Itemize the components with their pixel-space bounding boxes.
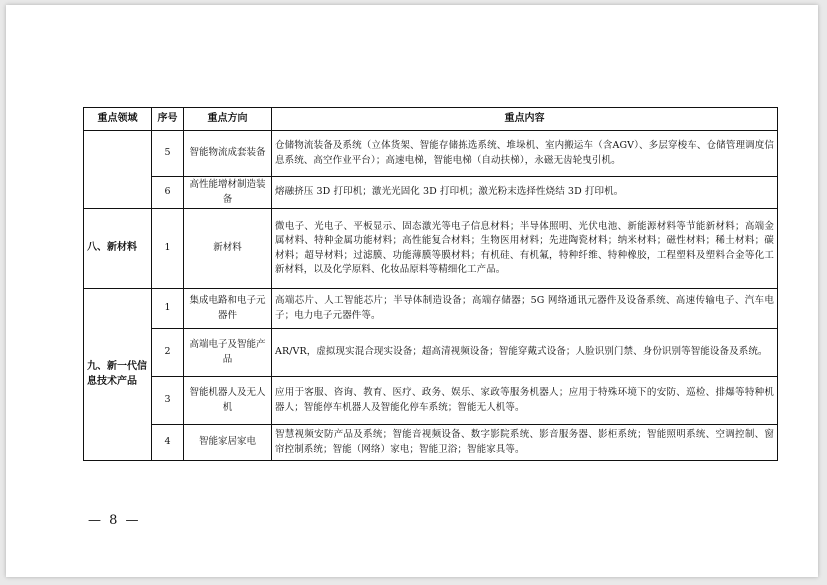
row-content: AR/VR，虚拟现实混合现实设备；超高清视频设备；智能穿戴式设备；人脸识别门禁、身份识别等智能设备及系统。: [272, 329, 778, 377]
row-direction: 新材料: [184, 209, 272, 289]
header-domain: 重点领域: [84, 108, 152, 131]
page-number: — 8 —: [88, 513, 141, 528]
row-direction: 智能物流成套装备: [184, 131, 272, 177]
row-number: 6: [152, 177, 184, 209]
row-number: 1: [152, 209, 184, 289]
document-page: [6, 5, 818, 577]
row-content: 熔融挤压 3D 打印机；激光光固化 3D 打印机；激光粉末选择性烧结 3D 打印机。: [272, 177, 778, 209]
table-row: [84, 329, 778, 377]
row-content: 应用于客服、咨询、教育、医疗、政务、娱乐、家政等服务机器人；应用于特殊环境下的安防、巡检、排爆等特种机器人；智能停车机器人及智能化停车系统；智能无人机等。: [272, 377, 778, 425]
row-direction: 高性能增材制造装备: [184, 177, 272, 209]
row-direction: 智能机器人及无人机: [184, 377, 272, 425]
row-number: 4: [152, 425, 184, 461]
table-row: [84, 377, 778, 425]
header-direction: 重点方向: [184, 108, 272, 131]
row-number: 3: [152, 377, 184, 425]
row-content: 高端芯片、人工智能芯片；半导体制造设备；高端存储器；5G 网络通讯元器件及设备系统、高速传输电子、汽车电子；电力电子元器件等。: [272, 289, 778, 329]
domain-cell: 九、新一代信息技术产品: [84, 289, 152, 461]
row-direction: 高端电子及智能产品: [184, 329, 272, 377]
row-number: 5: [152, 131, 184, 177]
row-content: 仓储物流装备及系统（立体货架、智能存储拣选系统、堆垛机、室内搬运车（含AGV）、多层穿梭车、仓储管理调度信息系统、高空作业平台）；高速电梯，智能电梯（自动扶梯），永磁无齿轮曳引机。: [272, 131, 778, 177]
row-content: 微电子、光电子、平板显示、固态激光等电子信息材料；半导体照明、光伏电池、新能源材料等节能新材料；高端金属材料、特种金属功能材料；高性能复合材料；生物医用材料；先进陶瓷材料；纳米材料；磁性材料；稀土材料；碳材料；超导材料；过滤膜、功能薄膜等膜材料；有机硅、有机氟，特种纤维、特种橡胶，工程塑料及塑料合金等化工新材料，以及化学原料、化妆品原料等精细化工产品。: [272, 209, 778, 289]
table-header-row: [84, 108, 778, 131]
table-row: [84, 177, 778, 209]
domain-cell: 八、新材料: [84, 209, 152, 289]
key-fields-table: [83, 107, 778, 461]
row-content: 智慧视频安防产品及系统；智能音视频设备、数字影院系统、影音服务器、影柜系统；智能照明系统、空调控制、窗帘控制系统；智能（网络）家电；智能卫浴；智能家具等。: [272, 425, 778, 461]
table-row: [84, 289, 778, 329]
domain-cell: [84, 131, 152, 209]
header-content: 重点内容: [272, 108, 778, 131]
row-number: 2: [152, 329, 184, 377]
row-direction: 智能家居家电: [184, 425, 272, 461]
table-row: [84, 209, 778, 289]
table-row: [84, 131, 778, 177]
row-number: 1: [152, 289, 184, 329]
header-number: 序号: [152, 108, 184, 131]
table-row: [84, 425, 778, 461]
row-direction: 集成电路和电子元器件: [184, 289, 272, 329]
